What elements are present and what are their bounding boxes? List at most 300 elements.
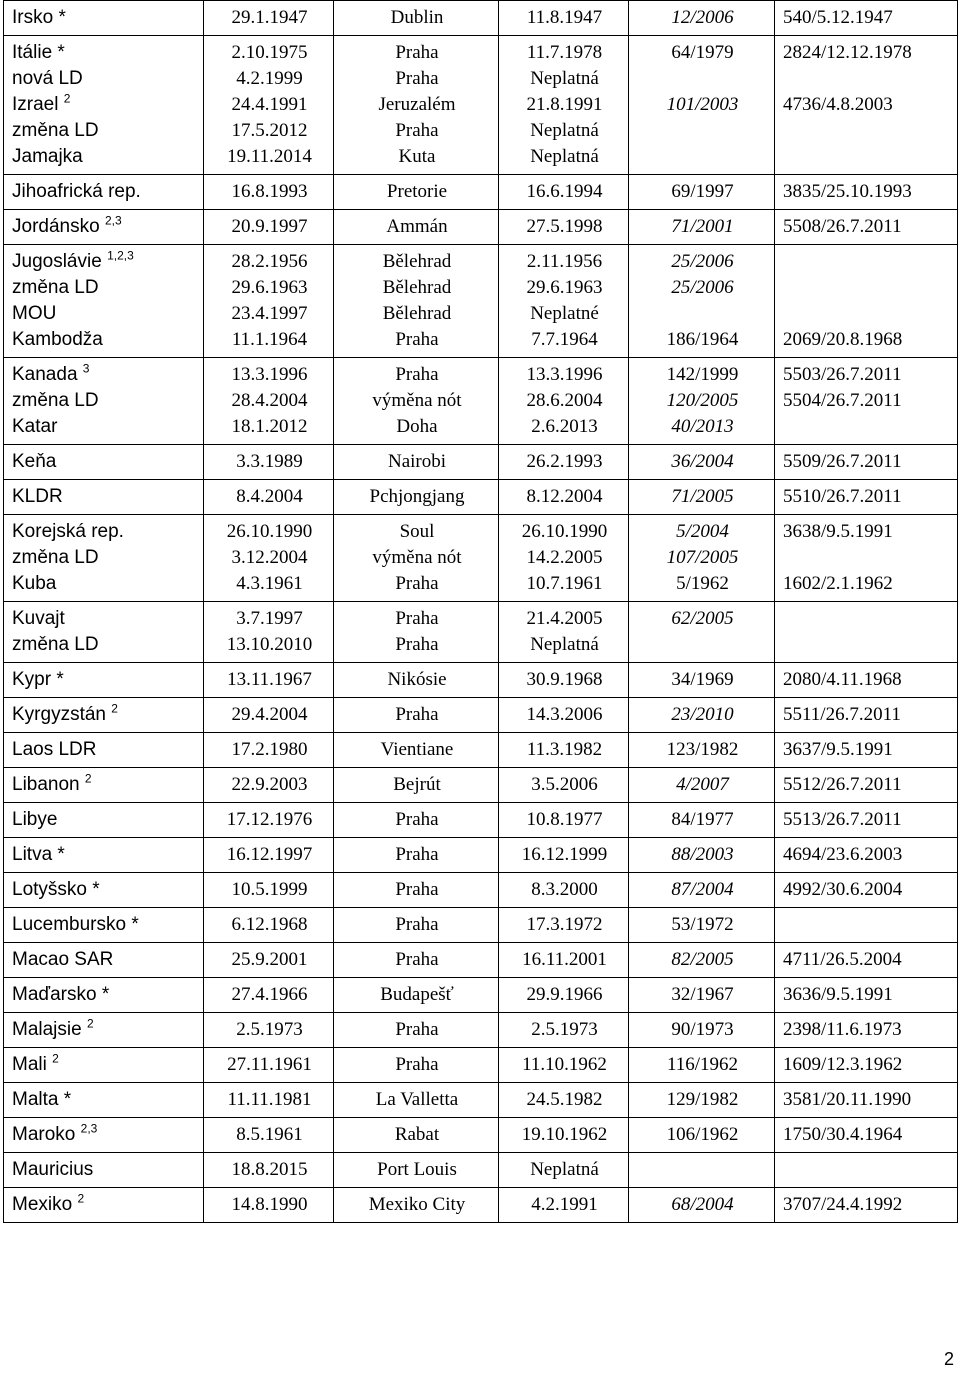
effective-date-line: 24.5.1982 <box>526 1089 603 1110</box>
signed-place-line: Praha <box>395 809 439 830</box>
effective-date-line: 27.5.1998 <box>526 216 603 237</box>
effective-date-line: 4.2.1991 <box>531 1194 598 1215</box>
collection-number-line <box>637 1017 768 1043</box>
country-text: změna LD <box>12 277 99 298</box>
collection-number-text: 90/1973 <box>671 1019 734 1040</box>
effective-date-line: 29.6.1963 <box>526 277 603 298</box>
effective-date-line: 14.3.2006 <box>526 704 603 725</box>
cell-registration-number <box>775 873 958 908</box>
cell-signed-place <box>334 978 499 1013</box>
cell-signed-place <box>334 1083 499 1118</box>
footnote-marker: 2 <box>63 91 71 106</box>
country-text: Kypr * <box>12 669 64 690</box>
cell-registration-number <box>775 445 958 480</box>
cell-registration-number <box>775 768 958 803</box>
cell-registration-number <box>775 838 958 873</box>
cell-country <box>4 1118 204 1153</box>
footnote-marker: 2,3 <box>104 213 122 228</box>
cell-signed-date <box>204 210 334 245</box>
country-text: Mali <box>12 1054 47 1075</box>
signed-date-line: 11.1.1964 <box>231 329 308 350</box>
country-line <box>12 144 197 170</box>
signed-place-line: Pretorie <box>386 181 448 202</box>
cell-effective-date <box>499 663 629 698</box>
signed-place-line: Praha <box>395 120 439 141</box>
signed-place-line: Vientiane <box>380 739 454 760</box>
cell-signed-date <box>204 245 334 358</box>
table-row <box>4 1188 958 1223</box>
signed-date-line: 17.2.1980 <box>231 739 308 760</box>
effective-date-line: Neplatná <box>530 1159 599 1180</box>
country-line <box>12 5 197 31</box>
signed-date-line: 13.10.2010 <box>226 634 313 655</box>
collection-number-line <box>637 92 768 118</box>
registration-number-line: 3835/25.10.1993 <box>783 181 912 202</box>
cell-effective-date <box>499 978 629 1013</box>
table-row <box>4 768 958 803</box>
signed-date-line: 18.1.2012 <box>231 416 308 437</box>
cell-signed-place <box>334 733 499 768</box>
cell-signed-date <box>204 838 334 873</box>
cell-country <box>4 1 204 36</box>
cell-signed-date <box>204 1 334 36</box>
country-text: Irsko * <box>12 7 66 28</box>
collection-number-line <box>637 449 768 475</box>
collection-number-line <box>637 327 768 353</box>
cell-registration-number <box>775 210 958 245</box>
cell-collection-number <box>629 1013 775 1048</box>
country-line <box>12 982 197 1008</box>
country-text: Jamajka <box>12 146 83 167</box>
signed-date-line: 27.4.1966 <box>231 984 308 1005</box>
signed-place-line: Bělehrad <box>382 277 452 298</box>
signed-date-line: 4.3.1961 <box>236 573 303 594</box>
country-line <box>12 947 197 973</box>
collection-number-line <box>637 606 768 632</box>
country-line <box>12 388 197 414</box>
effective-date-line: 29.9.1966 <box>526 984 603 1005</box>
signed-date-line: 2.10.1975 <box>231 42 308 63</box>
country-text: Lucembursko * <box>12 914 139 935</box>
collection-number-text: 62/2005 <box>671 608 734 629</box>
country-text: změna LD <box>12 634 99 655</box>
signed-date-line: 3.3.1989 <box>236 451 303 472</box>
effective-date-line: Neplatná <box>530 146 599 167</box>
collection-number-line <box>637 1192 768 1218</box>
collection-number-text: 71/2005 <box>671 486 734 507</box>
cell-signed-place <box>334 803 499 838</box>
cell-signed-date <box>204 358 334 445</box>
cell-signed-date <box>204 36 334 175</box>
country-text: Izrael <box>12 94 59 115</box>
country-text: Kyrgyzstán <box>12 704 106 725</box>
registration-number-line: 4736/4.8.2003 <box>783 94 893 115</box>
registration-number-line <box>783 249 951 275</box>
country-text: Jordánsko <box>12 216 100 237</box>
country-text: Katar <box>12 416 58 437</box>
cell-collection-number <box>629 36 775 175</box>
cell-collection-number <box>629 1048 775 1083</box>
cell-registration-number <box>775 1118 958 1153</box>
signed-place-line: Praha <box>395 42 439 63</box>
signed-place-line: Praha <box>395 573 439 594</box>
cell-registration-number <box>775 1013 958 1048</box>
signed-place-line: Praha <box>395 608 439 629</box>
country-line <box>12 66 197 92</box>
cell-country <box>4 1188 204 1223</box>
collection-number-line <box>637 947 768 973</box>
country-text: Itálie * <box>12 42 65 63</box>
cell-effective-date <box>499 445 629 480</box>
collection-number-text: 82/2005 <box>671 949 734 970</box>
table-row <box>4 943 958 978</box>
table-row <box>4 1153 958 1188</box>
country-text: Libye <box>12 809 58 830</box>
cell-effective-date <box>499 515 629 602</box>
country-line <box>12 1122 197 1148</box>
country-text: Libanon <box>12 774 80 795</box>
country-line <box>12 275 197 301</box>
cell-registration-number <box>775 1 958 36</box>
signed-place-line: Rabat <box>394 1124 440 1145</box>
cell-signed-date <box>204 1153 334 1188</box>
table-row <box>4 445 958 480</box>
collection-number-text: 25/2006 <box>671 277 734 298</box>
cell-effective-date <box>499 245 629 358</box>
signed-date-line: 3.12.2004 <box>231 547 308 568</box>
collection-number-line <box>637 66 768 92</box>
registration-number-line <box>783 1157 951 1183</box>
collection-number-line <box>637 842 768 868</box>
country-line <box>12 484 197 510</box>
country-line <box>12 772 197 798</box>
signed-date-line: 26.10.1990 <box>226 521 313 542</box>
cell-signed-place <box>334 175 499 210</box>
effective-date-line: Neplatná <box>530 120 599 141</box>
collection-number-text: 142/1999 <box>666 364 739 385</box>
signed-date-line: 13.3.1996 <box>231 364 308 385</box>
country-line <box>12 702 197 728</box>
cell-registration-number <box>775 663 958 698</box>
country-line <box>12 632 197 658</box>
cell-country <box>4 1013 204 1048</box>
table-row <box>4 978 958 1013</box>
cell-signed-date <box>204 663 334 698</box>
effective-date-line: 17.3.1972 <box>526 914 603 935</box>
cell-signed-date <box>204 733 334 768</box>
cell-effective-date <box>499 1118 629 1153</box>
cell-registration-number <box>775 803 958 838</box>
cell-country <box>4 803 204 838</box>
cell-effective-date <box>499 1083 629 1118</box>
cell-registration-number <box>775 1048 958 1083</box>
cell-signed-place <box>334 873 499 908</box>
cell-collection-number <box>629 838 775 873</box>
document-page <box>3 0 958 1223</box>
registration-number-line: 5510/26.7.2011 <box>783 486 902 507</box>
cell-registration-number <box>775 1083 958 1118</box>
signed-date-line: 25.9.2001 <box>231 949 308 970</box>
cell-signed-date <box>204 515 334 602</box>
collection-number-line <box>637 301 768 327</box>
cell-signed-place <box>334 480 499 515</box>
collection-number-text: 129/1982 <box>666 1089 739 1110</box>
collection-number-text: 71/2001 <box>671 216 734 237</box>
cell-signed-place <box>334 358 499 445</box>
collection-number-text: 84/1977 <box>671 809 734 830</box>
signed-place-line: Praha <box>395 364 439 385</box>
cell-signed-date <box>204 768 334 803</box>
cell-collection-number <box>629 733 775 768</box>
collection-number-line <box>637 702 768 728</box>
cell-signed-place <box>334 943 499 978</box>
cell-signed-date <box>204 1048 334 1083</box>
signed-date-line: 29.1.1947 <box>231 7 308 28</box>
signed-date-line: 10.5.1999 <box>231 879 308 900</box>
cell-country <box>4 358 204 445</box>
signed-place-line: Mexiko City <box>368 1194 466 1215</box>
country-text: Maroko <box>12 1124 76 1145</box>
table-row <box>4 663 958 698</box>
collection-number-text: 34/1969 <box>671 669 734 690</box>
cell-effective-date <box>499 1 629 36</box>
country-line <box>12 118 197 144</box>
country-line <box>12 1052 197 1078</box>
registration-number-line: 3636/9.5.1991 <box>783 984 893 1005</box>
signed-place-line: Dublin <box>390 7 444 28</box>
cell-signed-place <box>334 1 499 36</box>
country-text: KLDR <box>12 486 63 507</box>
signed-place-line: La Valletta <box>375 1089 459 1110</box>
signed-place-line: Bělehrad <box>382 303 452 324</box>
registration-number-line: 5511/26.7.2011 <box>783 704 901 725</box>
cell-signed-date <box>204 1188 334 1223</box>
country-line <box>12 1017 197 1043</box>
country-text: nová LD <box>12 68 83 89</box>
effective-date-line: 26.10.1990 <box>521 521 608 542</box>
effective-date-line: 8.12.2004 <box>526 486 603 507</box>
country-line <box>12 571 197 597</box>
signed-place-line: Soul <box>399 521 435 542</box>
cell-signed-place <box>334 445 499 480</box>
country-line <box>12 414 197 440</box>
effective-date-line: 10.8.1977 <box>526 809 603 830</box>
registration-number-line: 3707/24.4.1992 <box>783 1194 903 1215</box>
signed-date-line: 19.11.2014 <box>227 146 312 167</box>
signed-place-line: Nikósie <box>387 669 447 690</box>
country-text: Mexiko <box>12 1194 73 1215</box>
cell-effective-date <box>499 1013 629 1048</box>
country-text: změna LD <box>12 547 99 568</box>
cell-signed-place <box>334 36 499 175</box>
country-text: Mauricius <box>12 1159 94 1180</box>
cell-country <box>4 480 204 515</box>
cell-country <box>4 768 204 803</box>
signed-date-line: 17.12.1976 <box>226 809 313 830</box>
cell-country <box>4 602 204 663</box>
cell-signed-date <box>204 978 334 1013</box>
signed-place-line: Praha <box>395 1019 439 1040</box>
table-row <box>4 1 958 36</box>
country-text: Keňa <box>12 451 57 472</box>
collection-number-text: 40/2013 <box>671 416 734 437</box>
page-number: 2 <box>943 1349 954 1369</box>
country-text: Korejská rep. <box>12 521 124 542</box>
footnote-marker: 2 <box>77 1191 85 1206</box>
cell-country <box>4 210 204 245</box>
cell-collection-number <box>629 175 775 210</box>
cell-country <box>4 978 204 1013</box>
country-line <box>12 179 197 205</box>
cell-signed-place <box>334 1013 499 1048</box>
collection-number-text: 32/1967 <box>671 984 734 1005</box>
cell-effective-date <box>499 1153 629 1188</box>
country-text: MOU <box>12 303 57 324</box>
registration-number-line <box>783 606 951 632</box>
collection-number-text: 120/2005 <box>666 390 739 411</box>
cell-effective-date <box>499 1048 629 1083</box>
registration-number-line: 2069/20.8.1968 <box>783 329 903 350</box>
collection-number-text: 101/2003 <box>666 94 739 115</box>
cell-signed-place <box>334 698 499 733</box>
collection-number-line <box>637 214 768 240</box>
cell-registration-number <box>775 1153 958 1188</box>
collection-number-line <box>637 275 768 301</box>
cell-registration-number <box>775 175 958 210</box>
registration-number-line: 540/5.12.1947 <box>783 7 893 28</box>
cell-country <box>4 36 204 175</box>
cell-signed-date <box>204 1118 334 1153</box>
collection-number-line <box>637 484 768 510</box>
table-row <box>4 1013 958 1048</box>
treaty-table-body <box>4 1 958 1223</box>
country-line <box>12 545 197 571</box>
cell-country <box>4 733 204 768</box>
country-text: Lotyšsko * <box>12 879 100 900</box>
collection-number-text: 87/2004 <box>671 879 734 900</box>
signed-place-line: Ammán <box>386 216 448 237</box>
table-row <box>4 358 958 445</box>
cell-collection-number <box>629 358 775 445</box>
signed-date-line: 4.2.1999 <box>236 68 303 89</box>
signed-date-line: 8.4.2004 <box>236 486 303 507</box>
cell-signed-place <box>334 838 499 873</box>
cell-collection-number <box>629 663 775 698</box>
collection-number-text: 25/2006 <box>671 251 734 272</box>
registration-number-line <box>783 912 951 938</box>
footnote-marker: 3 <box>82 361 90 376</box>
effective-date-line: Neplatné <box>530 303 599 324</box>
collection-number-text: 23/2010 <box>671 704 734 725</box>
collection-number-text: 107/2005 <box>666 547 739 568</box>
effective-date-line: 16.6.1994 <box>526 181 603 202</box>
table-row <box>4 1118 958 1153</box>
signed-date-line: 28.4.2004 <box>231 390 308 411</box>
table-row <box>4 1083 958 1118</box>
country-text: Kuba <box>12 573 57 594</box>
collection-number-text: 4/2007 <box>676 774 729 795</box>
country-text: Kambodža <box>12 329 103 350</box>
cell-registration-number <box>775 245 958 358</box>
cell-signed-place <box>334 1048 499 1083</box>
collection-number-line <box>637 249 768 275</box>
effective-date-line: 2.11.1956 <box>526 251 603 272</box>
cell-collection-number <box>629 445 775 480</box>
cell-signed-place <box>334 515 499 602</box>
signed-place-line: Praha <box>395 844 439 865</box>
effective-date-line: 2.5.1973 <box>531 1019 598 1040</box>
cell-collection-number <box>629 873 775 908</box>
collection-number-text: 69/1997 <box>671 181 734 202</box>
signed-place-line: Bejrút <box>393 774 441 795</box>
collection-number-line <box>637 388 768 414</box>
collection-number-line <box>637 362 768 388</box>
signed-date-line: 20.9.1997 <box>231 216 308 237</box>
cell-effective-date <box>499 838 629 873</box>
effective-date-line: 11.10.1962 <box>522 1054 607 1075</box>
cell-signed-date <box>204 445 334 480</box>
cell-country <box>4 515 204 602</box>
effective-date-line: Neplatná <box>530 68 599 89</box>
country-text: Kuvajt <box>12 608 65 629</box>
country-line <box>12 519 197 545</box>
footnote-marker: 2 <box>84 771 92 786</box>
collection-number-line <box>637 5 768 31</box>
cell-collection-number <box>629 698 775 733</box>
cell-effective-date <box>499 908 629 943</box>
cell-country <box>4 663 204 698</box>
signed-place-line: Jeruzalém <box>378 94 456 115</box>
collection-number-text: 88/2003 <box>671 844 734 865</box>
effective-date-line: Neplatná <box>530 634 599 655</box>
effective-date-line: 30.9.1968 <box>526 669 603 690</box>
registration-number-line: 5512/26.7.2011 <box>783 774 902 795</box>
signed-date-line: 14.8.1990 <box>231 1194 308 1215</box>
table-row <box>4 515 958 602</box>
cell-collection-number <box>629 515 775 602</box>
collection-number-line <box>637 912 768 938</box>
country-line <box>12 1157 197 1183</box>
signed-place-line: Praha <box>395 634 439 655</box>
signed-date-line: 2.5.1973 <box>236 1019 303 1040</box>
country-text: Laos LDR <box>12 739 97 760</box>
cell-signed-date <box>204 1083 334 1118</box>
country-text: Jugoslávie <box>12 251 102 272</box>
cell-effective-date <box>499 175 629 210</box>
cell-effective-date <box>499 210 629 245</box>
country-text: Macao SAR <box>12 949 114 970</box>
cell-signed-place <box>334 1153 499 1188</box>
country-text: Litva * <box>12 844 65 865</box>
cell-effective-date <box>499 803 629 838</box>
cell-country <box>4 1048 204 1083</box>
cell-registration-number <box>775 36 958 175</box>
signed-place-line: Port Louis <box>377 1159 457 1180</box>
signed-place-line: Praha <box>395 879 439 900</box>
country-line <box>12 249 197 275</box>
registration-number-line: 1750/30.4.1964 <box>783 1124 903 1145</box>
cell-signed-date <box>204 943 334 978</box>
registration-number-line <box>783 301 951 327</box>
collection-number-text: 123/1982 <box>666 739 739 760</box>
registration-number-line <box>783 66 951 92</box>
collection-number-line <box>637 1122 768 1148</box>
treaty-table <box>3 0 958 1223</box>
table-row <box>4 210 958 245</box>
signed-date-line: 13.11.1967 <box>227 669 312 690</box>
country-text: Malta * <box>12 1089 72 1110</box>
registration-number-line <box>783 275 951 301</box>
